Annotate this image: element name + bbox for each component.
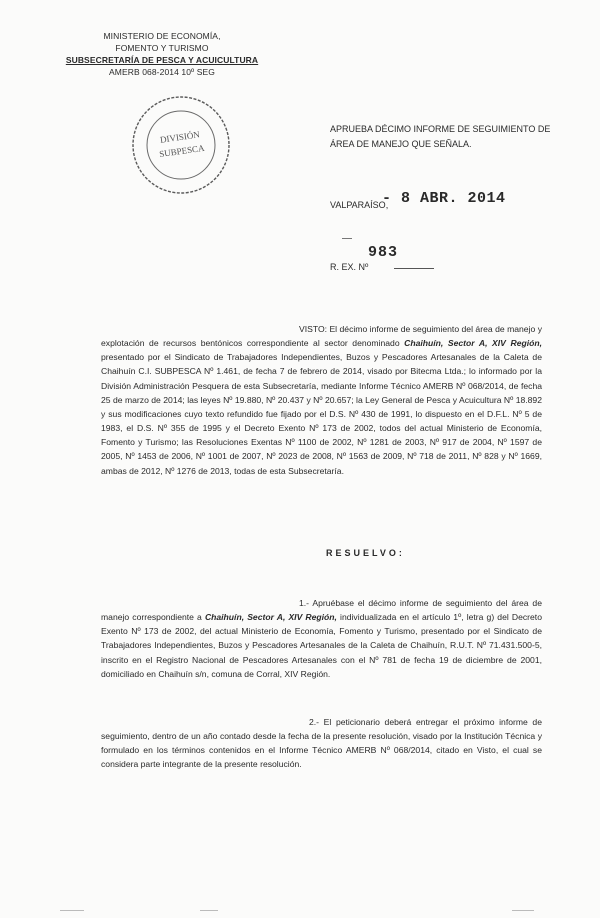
article-1-intro: 1.- Apruébase el décimo informe de seguimiento del área de manejo correspondiente a — [101, 598, 542, 623]
resolution-number-label: R. EX. Nº — [330, 262, 369, 272]
resolution-number: 983 — [368, 244, 399, 261]
resolution-subject: APRUEBA DÉCIMO INFORME DE SEGUIMIENTO DE ÁREA DE MANEJO QUE SEÑALA. — [330, 124, 551, 149]
visto-body: presentado por el Sindicato de Trabajadores Independientes, Buzos y Pescadores Artesanales de la Caleta de Chaihuín C.I. SUBPESCA Nº 1.461, de fecha 7 de febrero de 2014, visado por Bitecma Ltda.; lo informado por la División Administración Pesquera de esta Subsecretaría, mediante Informe Técnico AMERB Nº 068/2014, de fecha 25 de marzo de 2014; las leyes Nº 19.880, Nº 20.437 y Nº 20.657; la Ley General de Pesca y Acuicultura Nº 18.892 y sus modificaciones cuyo texto refundido fue fijado por el D.S. Nº 430 de 1991, lo dispuesto en el D.F.L. Nº 5 de 1983, el D.S. Nº 355 de 1995 y el Decreto Exento Nº 173 de 2002, todos del actual Ministerio de Economía, Fomento y Turismo; las Resoluciones Exentas Nº 1100 de 2002, Nº 1281 de 2003, Nº 917 de 2004, Nº 1597 de 2005, Nº 1453 de 2006, Nº 1001 de 2007, Nº 2023 de 2008, Nº 1563 de 2009, Nº 718 de 2011, Nº 828 y Nº 1669, ambas de 2012, Nº 1276 de 2013, todas de esta Subsecretaría. — [101, 352, 542, 476]
footer-mark-right — [512, 910, 534, 911]
ministry-name-line1: MINISTERIO DE ECONOMÍA, — [103, 31, 221, 41]
seal-word1: DIVISIÓN — [159, 129, 201, 145]
article-1-body: individualizada en el artículo 1º, letra g) del Decreto Exento Nº 173 de 2002, del actual Ministerio de Economía, Fomento y Turismo, presentado por el Sindicato de Trabajadores Independientes, Buzos y Pescadores Artesanales de la Caleta de Chaihuín, R.U.T. Nº 71.431.500-5, inscrito en el Registro Nacional de Pescadores Artesanales con el Nº 781 de fecha 19 de diciembre de 2001, domiciliado en Chaihuín s/n, comuna de Corral, XIV Región. — [101, 612, 542, 679]
visto-paragraph — [101, 322, 542, 478]
resuelvo-heading: RESUELVO: — [326, 548, 405, 558]
article-2-body: 2.- El peticionario deberá entregar el próximo informe de seguimiento, dentro de un año contado desde la fecha de la presente resolución, visado por la Institución Técnica y formulado en los términos contenidos en el Informe Técnico AMERB Nº 068/2014, citado en Visto, el cual se considera parte integrante de la presente resolución. — [101, 717, 542, 770]
resolution-number-underline — [394, 268, 434, 269]
letterhead — [62, 30, 262, 78]
seal-word2: SUBPESCA — [158, 142, 206, 160]
undersecretariat-name: SUBSECRETARÍA DE PESCA Y ACUICULTURA — [65, 55, 259, 65]
divider-mark — [342, 238, 352, 239]
official-seal-stamp — [128, 92, 234, 198]
visto-intro: VISTO: El décimo informe de seguimiento del área de manejo y explotación de recursos bentónicos correspondiente al sector denominado — [101, 324, 542, 349]
resolution-date: - 8 ABR. 2014 — [382, 190, 506, 207]
footer-mark-middle — [200, 910, 218, 911]
place-label: VALPARAÍSO, — [330, 200, 389, 210]
reference-code: AMERB 068-2014 10º SEG — [109, 67, 215, 77]
article-1-paragraph — [101, 596, 542, 681]
article-2-paragraph — [101, 715, 542, 772]
article-1-sector-name: Chaihuín, Sector A, XIV Región, — [204, 612, 337, 623]
footer-mark-left — [60, 910, 84, 911]
ministry-name-line2: FOMENTO Y TURISMO — [115, 43, 209, 53]
visto-sector-name: Chaihuín, Sector A, XIV Región, — [404, 338, 542, 349]
